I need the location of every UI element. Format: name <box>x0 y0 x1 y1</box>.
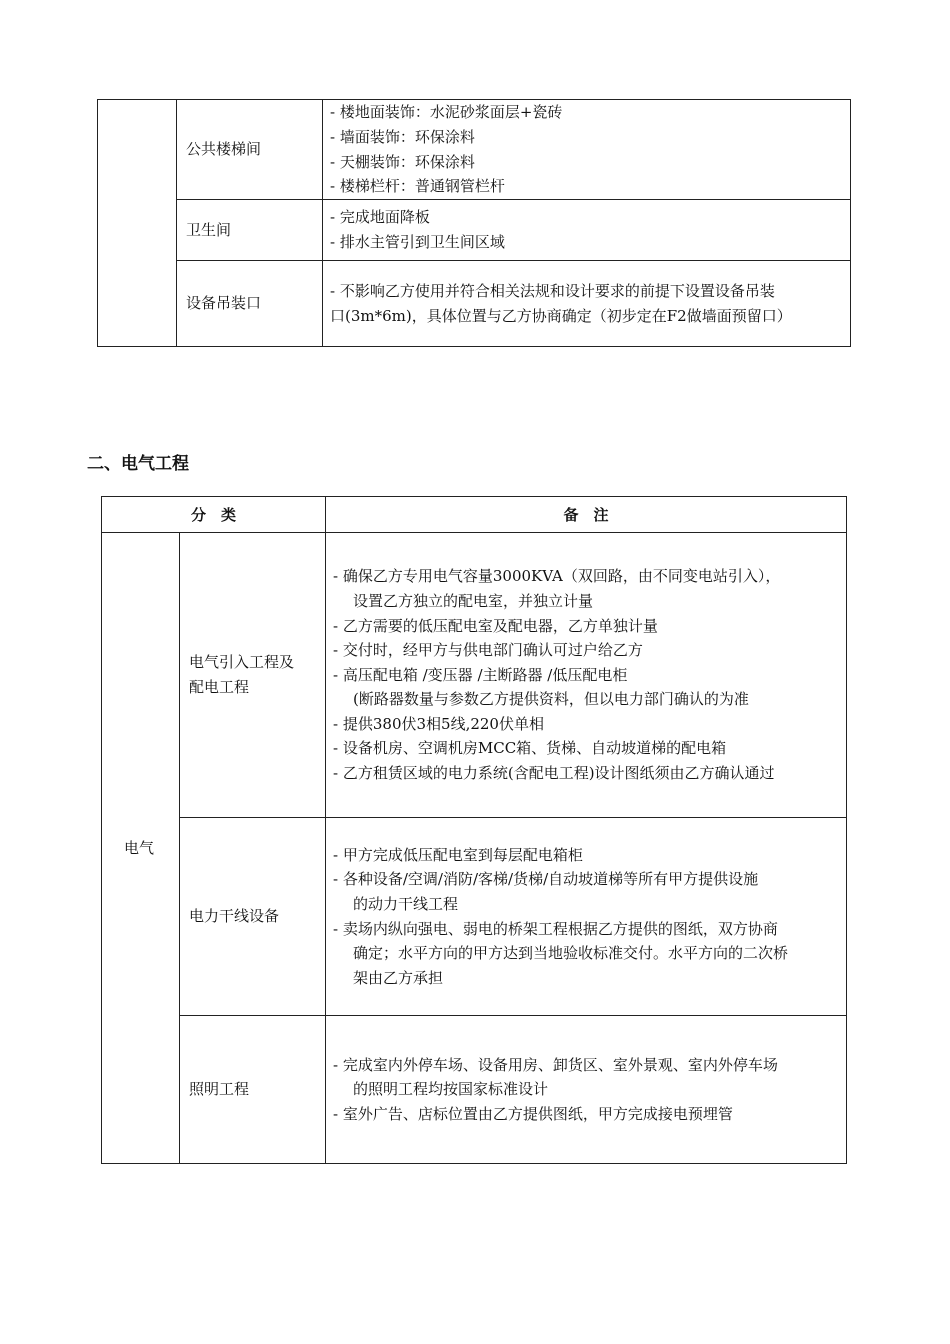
note-line: - 天棚装饰：环保涂料 <box>330 152 475 171</box>
note-line: 确定；水平方向的甲方达到当地验收标准交付。水平方向的二次桥 <box>353 944 789 963</box>
note-line: - 确保乙方专用电气容量3000KVA（双回路，由不同变电站引入）， <box>333 567 781 586</box>
note-line: - 卖场内纵向强电、弱电的桥架工程根据乙方提供的图纸，双方协商 <box>333 919 778 938</box>
category-cell: 公共楼梯间 <box>177 100 323 200</box>
notes-cell <box>326 1016 847 1164</box>
category-cell: 照明工程 <box>180 1016 326 1164</box>
note-line: - 甲方完成低压配电室到每层配电箱柜 <box>333 845 583 864</box>
notes-cell <box>323 200 851 261</box>
category-cell: 设备吊装口 <box>177 261 323 347</box>
group-cell: 电气 <box>102 533 180 1164</box>
note-line: - 设备机房、空调机房MCC箱、货梯、自动坡道梯的配电箱 <box>333 739 727 758</box>
notes-cell <box>323 100 851 200</box>
notes-cell <box>326 818 847 1016</box>
note-line: - 楼梯栏杆：普通钢管栏杆 <box>330 177 505 196</box>
table-electrical <box>101 496 847 1164</box>
table-row <box>102 818 847 1016</box>
category-line: 电气引入工程及 <box>189 653 295 672</box>
section-heading: 二、电气工程 <box>87 454 189 474</box>
note-line: - 排水主管引到卫生间区域 <box>330 233 505 251</box>
note-line: - 墙面装饰：环保涂料 <box>330 127 475 146</box>
note-line: 架由乙方承担 <box>353 968 444 987</box>
group-cell-empty <box>98 100 177 347</box>
table-row <box>102 533 847 818</box>
note-line: 的照明工程均按国家标准设计 <box>353 1080 549 1099</box>
table-header-row <box>102 497 847 533</box>
table-row <box>98 261 851 347</box>
note-line: (断路器数量与参数乙方提供资料，但以电力部门确认的为准 <box>353 690 749 709</box>
note-line: 的动力干线工程 <box>353 894 459 913</box>
note-line: - 楼地面装饰：水泥砂浆面层+瓷砖 <box>330 103 563 122</box>
note-line: - 乙方需要的低压配电室及配电器，乙方单独计量 <box>333 616 658 635</box>
note-line: - 各种设备/空调/消防/客梯/货梯/自动坡道梯等所有甲方提供设施 <box>333 870 759 889</box>
table-row <box>98 200 851 261</box>
note-line: - 乙方租赁区域的电力系统(含配电工程)设计图纸须由乙方确认通过 <box>333 764 775 783</box>
note-line: - 不影响乙方使用并符合相关法规和设计要求的前提下设置设备吊装 <box>330 281 775 300</box>
note-line: - 完成室内外停车场、设备用房、卸货区、室外景观、室内外停车场 <box>333 1055 778 1074</box>
note-line: 口(3m*6m)，具体位置与乙方协商确定（初步定在F2做墙面预留口） <box>330 306 792 325</box>
note-line: - 室外广告、店标位置由乙方提供图纸，甲方完成接电预埋管 <box>333 1104 733 1123</box>
table-architecture-continued <box>97 99 851 347</box>
category-line: 配电工程 <box>189 678 250 696</box>
table-row <box>102 1016 847 1164</box>
note-line: - 高压配电箱 /变压器 /主断路器 /低压配电柜 <box>333 665 628 684</box>
note-line: - 交付时，经甲方与供电部门确认可过户给乙方 <box>333 641 643 660</box>
table-row <box>98 100 851 200</box>
category-cell: 卫生间 <box>177 200 323 261</box>
notes-cell <box>323 261 851 347</box>
header-category: 分 类 <box>102 497 326 533</box>
note-line: - 提供380伏3相5线,220伏单相 <box>333 714 544 733</box>
note-line: - 完成地面降板 <box>330 208 430 227</box>
category-cell: 电力干线设备 <box>180 818 326 1016</box>
header-notes: 备 注 <box>326 497 847 533</box>
note-line: 设置乙方独立的配电室，并独立计量 <box>353 591 594 610</box>
notes-cell <box>326 533 847 818</box>
category-cell <box>180 533 326 818</box>
